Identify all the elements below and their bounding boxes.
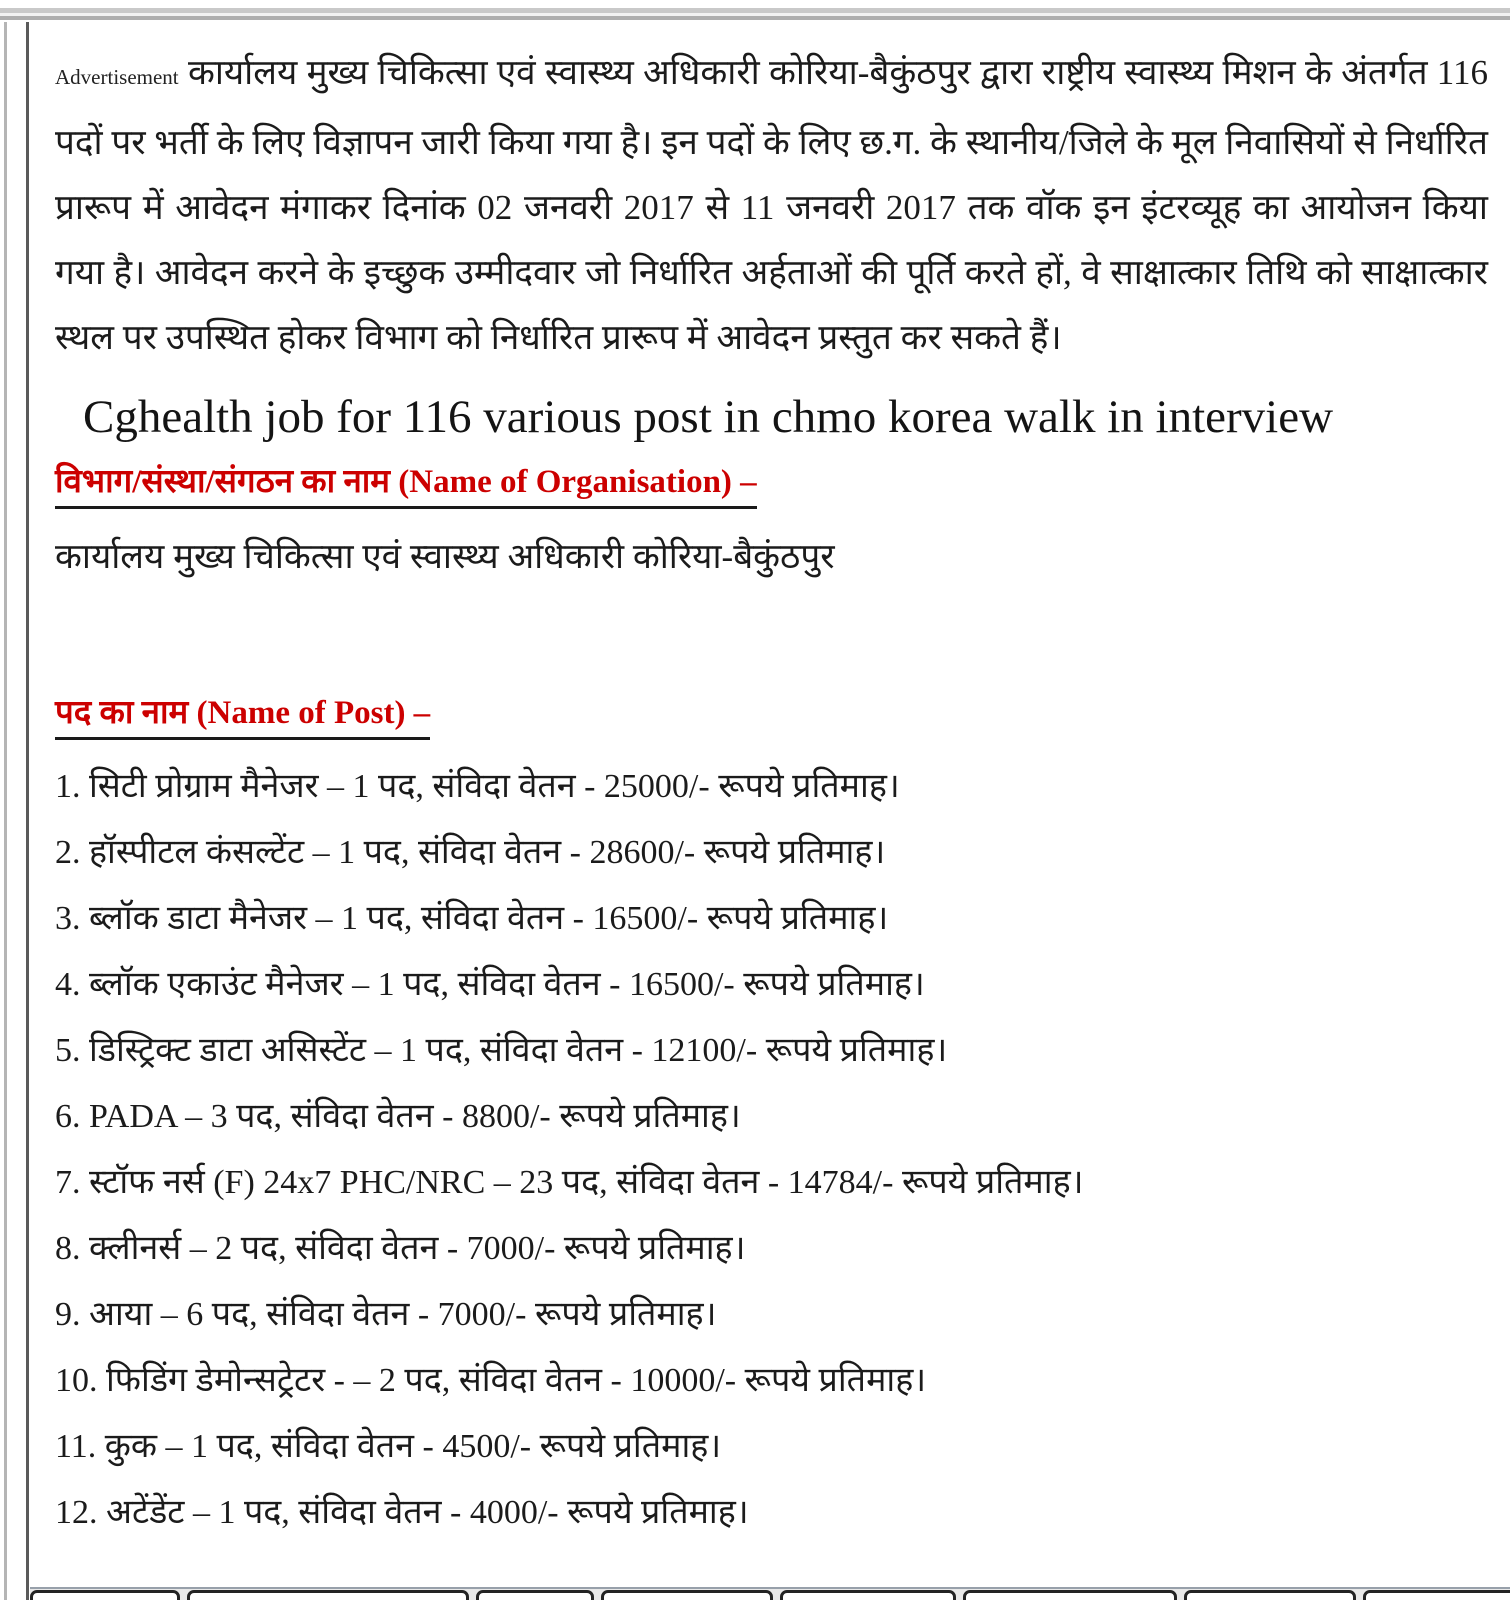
post-item: 6. PADA – 3 पद, संविदा वेतन - 8800/- रूपये प्रतिमाह। [55, 1098, 741, 1135]
organisation-heading: विभाग/संस्था/संगठन का नाम (Name of Organisation) – [55, 460, 757, 509]
table-cell [963, 1590, 1177, 1600]
left-border-outer-line [4, 22, 7, 1600]
post-item: 3. ब्लॉक डाटा मैनेजर – 1 पद, संविदा वेतन - 16500/- रूपये प्रतिमाह। [55, 900, 889, 937]
post-item: 1. सिटी प्रोग्राम मैनेजर – 1 पद, संविदा वेतन - 25000/- रूपये प्रतिमाह। [55, 768, 900, 805]
organisation-name: कार्यालय मुख्य चिकित्सा एवं स्वास्थ्य अधिकारी कोरिया-बैकुंठपुर [55, 537, 835, 576]
post-item: 2. हॉस्पीटल कंसल्टेंट – 1 पद, संविदा वेतन - 28600/- रूपये प्रतिमाह। [55, 834, 886, 871]
table-cell [601, 1590, 773, 1600]
left-border-inner-line [26, 22, 29, 1600]
post-item: 12. अटेंडेंट – 1 पद, संविदा वेतन - 4000/- रूपये प्रतिमाह। [55, 1494, 749, 1531]
post-item: 10. फिडिंग डेमोन्सट्रेटर - – 2 पद, संविदा वेतन - 10000/- रूपये प्रतिमाह। [55, 1362, 927, 1399]
article-content [55, 40, 1488, 1546]
post-item: 9. आया – 6 पद, संविदा वेतन - 7000/- रूपये प्रतिमाह। [55, 1296, 717, 1333]
post-item: 4. ब्लॉक एकाउंट मैनेजर – 1 पद, संविदा वेतन - 16500/- रूपये प्रतिमाह। [55, 966, 925, 1003]
table-cell [780, 1590, 956, 1600]
table-cell [187, 1590, 469, 1600]
post-item: 11. कुक – 1 पद, संविदा वेतन - 4500/- रूपये प्रतिमाह। [55, 1428, 722, 1465]
posts-list [55, 754, 1488, 1546]
posts-section [55, 679, 1488, 740]
top-frame-border [0, 0, 1510, 22]
post-item: 7. स्टॉफ नर्स (F) 24x7 PHC/NRC – 23 पद, संविदा वेतन - 14784/- रूपये प्रतिमाह। [55, 1164, 1084, 1201]
table-cell [1184, 1590, 1356, 1600]
left-frame-border [0, 22, 34, 1600]
post-item: 5. डिस्ट्रिक्ट डाटा असिस्टेंट – 1 पद, संविदा वेतन - 12100/- रूपये प्रतिमाह। [55, 1032, 948, 1069]
table-cell [476, 1590, 594, 1600]
organisation-section [55, 448, 1488, 587]
intro-text: कार्यालय मुख्य चिकित्सा एवं स्वास्थ्य अधिकारी कोरिया-बैकुंठपुर द्वारा राष्ट्रीय स्वास्थ्य मिशन के अंतर्गत 116 पदों पर भर्ती के लिए विज्ञापन जारी किया गया है। इन पदों के लिए छ.ग. के स्थानीय/जिले के मूल निवासियों से निर्धारित प्रारूप में आवेदन मंगाकर दिनांक 02 जनवरी 2017 से 11 जनवरी 2017 तक वॉक इन इंटरव्यूह का आयोजन किया गया है। आवेदन करने के इच्छुक उम्मीदवार जो निर्धारित अर्हताओं की पूर्ति करते हों, वे साक्षात्कार तिथि को साक्षात्कार स्थल पर उपस्थित होकर विभाग को निर्धारित प्रारूप में आवेदन प्रस्तुत कर सकते हैं। [55, 53, 1489, 357]
table-cell [30, 1590, 180, 1600]
post-item: 8. क्लीनर्स – 2 पद, संविदा वेतन - 7000/- रूपये प्रतिमाह। [55, 1230, 746, 1267]
advertisement-label: Advertisement [55, 65, 179, 89]
table-cell [1363, 1590, 1510, 1600]
page-title: Cghealth job for 116 various post in chmo korea walk in interview [83, 391, 1334, 443]
intro-paragraph [55, 40, 1488, 370]
cutoff-table-top-edge [30, 1587, 1510, 1600]
posts-heading: पद का नाम (Name of Post) – [55, 691, 430, 740]
